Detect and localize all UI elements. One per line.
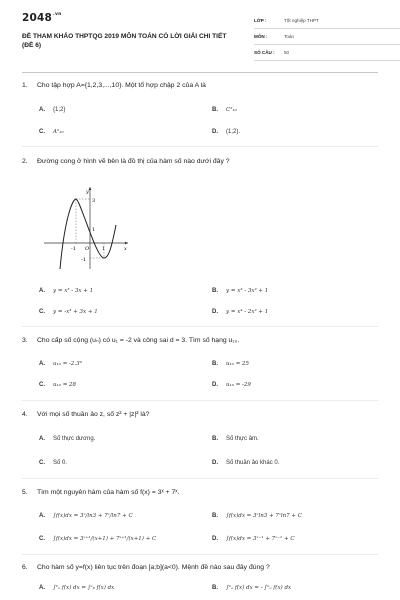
x-axis-label: x [124, 246, 127, 252]
option-b[interactable] [212, 288, 268, 294]
question-2 [22, 157, 378, 315]
cubic-curve [60, 199, 116, 269]
option-text: u₁₀ = -29 [226, 382, 251, 388]
option-text: Số thực dương. [53, 436, 96, 442]
option-text: Số thuần ảo khác 0. [226, 460, 280, 466]
option-b[interactable] [212, 107, 237, 113]
question-5 [22, 488, 378, 542]
question-divider [22, 146, 378, 147]
question-divider [22, 326, 378, 327]
option-text: ∫f(x)dx = 3ˣln3 + 7ˣln7 + C [226, 513, 302, 519]
option-text: u₁₀ = -2.3⁹ [53, 361, 82, 367]
question-body: Đường cong ở hình vẽ bên là đồ thị của hàm số nào dưới đây ? [37, 158, 230, 165]
question-3 [22, 336, 378, 388]
option-a[interactable] [39, 436, 95, 442]
origin-label: O [85, 246, 90, 252]
option-letter: C. [39, 460, 45, 466]
option-text: ∫f(x)dx = 3ˣ⁻¹ + 7ˣ⁻¹ + C [226, 536, 295, 542]
exam-meta [254, 16, 400, 64]
option-text: u₁₀ = 28 [53, 382, 77, 388]
question-4 [22, 410, 378, 466]
y-axis-arrow [89, 187, 92, 190]
option-a[interactable] [39, 361, 82, 367]
option-letter: B. [212, 107, 218, 113]
question-body: Cho hàm số y=f(x) liên tục trên đoạn [a;b](a<0). Mệnh đề nào sau đây đúng ? [37, 564, 270, 571]
option-letter: C. [39, 382, 45, 388]
option-b[interactable] [212, 513, 302, 519]
meta-row-count [254, 48, 400, 61]
meta-value: Tốt nghiệp THPT [284, 18, 319, 23]
option-d[interactable] [212, 460, 279, 466]
meta-row-class [254, 16, 400, 29]
question-body: Tìm một nguyên hàm của hàm số f(x) = 3ˣ + 7ˣ. [37, 489, 180, 496]
option-letter: D. [212, 129, 218, 135]
option-c[interactable] [39, 460, 67, 466]
header-divider [22, 72, 378, 73]
option-letter: A. [39, 107, 45, 113]
option-d[interactable] [212, 309, 268, 315]
option-text: ∫f(x)dx = 3ˣ/ln3 + 7ˣ/ln7 + C [53, 513, 133, 519]
option-c[interactable] [39, 309, 98, 315]
question-number: 4. [22, 411, 28, 418]
option-text: (1;2). [226, 129, 241, 135]
question-text [22, 157, 378, 167]
option-a[interactable] [39, 585, 114, 591]
question-number: 1. [22, 82, 28, 89]
option-letter: D. [212, 382, 218, 388]
option-letter: B. [212, 585, 218, 591]
option-text: y = -x³ + 3x + 1 [53, 309, 98, 315]
x-axis-arrow [125, 242, 128, 245]
meta-value: Toán [284, 34, 294, 39]
question-text [22, 563, 378, 573]
meta-label: MÔN : [254, 34, 268, 39]
question-body: Cho cấp số cộng (uₙ) có u₁ = -2 và công sai d = 3. Tìm số hạng u₁₀. [37, 337, 240, 344]
option-text: A²₁₀ [53, 129, 64, 135]
meta-label: SỐ CÂU : [254, 50, 275, 55]
question-divider [22, 554, 378, 555]
question-number: 3. [22, 337, 28, 344]
option-text: u₁₀ = 25 [226, 361, 250, 367]
option-text: y = x³ - 3x² + 1 [226, 288, 269, 294]
question-number: 5. [22, 489, 28, 496]
option-a[interactable] [39, 288, 93, 294]
question-body: Với mọi số thuần ảo z, số z² + |z|² là? [37, 411, 150, 418]
question-divider [22, 478, 378, 479]
option-text: {1;2} [53, 107, 66, 113]
option-letter: A. [39, 436, 45, 442]
meta-label: LỚP : [254, 18, 267, 23]
option-c[interactable] [39, 382, 76, 388]
option-letter: D. [212, 309, 218, 315]
option-letter: A. [39, 513, 45, 519]
option-d[interactable] [212, 536, 295, 542]
option-letter: C. [39, 536, 45, 542]
option-letter: D. [212, 536, 218, 542]
question-text [22, 336, 378, 346]
option-letter: B. [212, 436, 218, 442]
tick-label-1: 1 [92, 227, 96, 233]
option-text: ∫f(x)dx = 3ˣ⁺¹/(x+1) + 7ˣ⁺¹/(x+1) + C [53, 536, 157, 542]
option-text: C²₁₀ [226, 107, 237, 113]
option-b[interactable] [212, 361, 249, 367]
option-b[interactable] [212, 585, 291, 591]
option-letter: B. [212, 513, 218, 519]
meta-value: 50 [284, 50, 290, 55]
y-axis-label: y [86, 189, 89, 195]
option-letter: C. [39, 309, 45, 315]
question-text [22, 410, 378, 420]
option-a[interactable] [39, 513, 133, 519]
question-6 [22, 563, 378, 591]
function-graph [40, 185, 130, 270]
tick-label-neg1-x: -1 [71, 246, 76, 252]
option-text: ∫ᵇₐ f(x) dx = - ∫ᵇₐ f(x) dx [226, 585, 292, 591]
question-text [22, 81, 378, 91]
tick-label-neg1-y: -1 [81, 257, 86, 263]
tick-label-3: 3 [92, 198, 96, 204]
option-c[interactable] [39, 129, 64, 135]
option-text: Số thực âm. [226, 436, 259, 442]
option-d[interactable] [212, 382, 251, 388]
tick-label-1-x: 1 [102, 246, 106, 252]
question-text [22, 488, 378, 498]
question-number: 6. [22, 564, 28, 571]
option-a[interactable] [39, 107, 65, 113]
question-body: Cho tập hợp A={1,2,3,...,10}. Một tổ hợp chập 2 của A là [37, 82, 206, 89]
exam-header [22, 12, 382, 64]
option-letter: B. [212, 288, 218, 294]
option-letter: A. [39, 288, 45, 294]
option-text: y = x⁴ - 2x² + 1 [226, 309, 269, 315]
option-letter: A. [39, 585, 45, 591]
option-letter: C. [39, 129, 45, 135]
option-letter: A. [39, 361, 45, 367]
option-d[interactable] [212, 129, 240, 135]
option-text: ∫ᵇₐ f(x) dx = ∫ᵃᵦ f(x) dx [53, 585, 115, 591]
option-b[interactable] [212, 436, 259, 442]
question-1 [22, 81, 378, 135]
site-logo[interactable] [22, 12, 61, 24]
option-c[interactable] [39, 536, 156, 542]
logo-suffix: .vn [53, 12, 62, 17]
option-letter: B. [212, 361, 218, 367]
question-divider [22, 400, 378, 401]
exam-title: ĐỀ THAM KHẢO THPTQG 2019 MÔN TOÁN CÓ LỜI GIẢI CHI TIẾT (ĐỀ 6) [22, 33, 227, 49]
option-text: y = x³ - 3x + 1 [53, 288, 94, 294]
option-letter: D. [212, 460, 218, 466]
option-text: Số 0. [53, 460, 68, 466]
question-number: 2. [22, 158, 28, 165]
meta-row-subject [254, 32, 400, 45]
logo-text: 2048 [22, 12, 53, 24]
